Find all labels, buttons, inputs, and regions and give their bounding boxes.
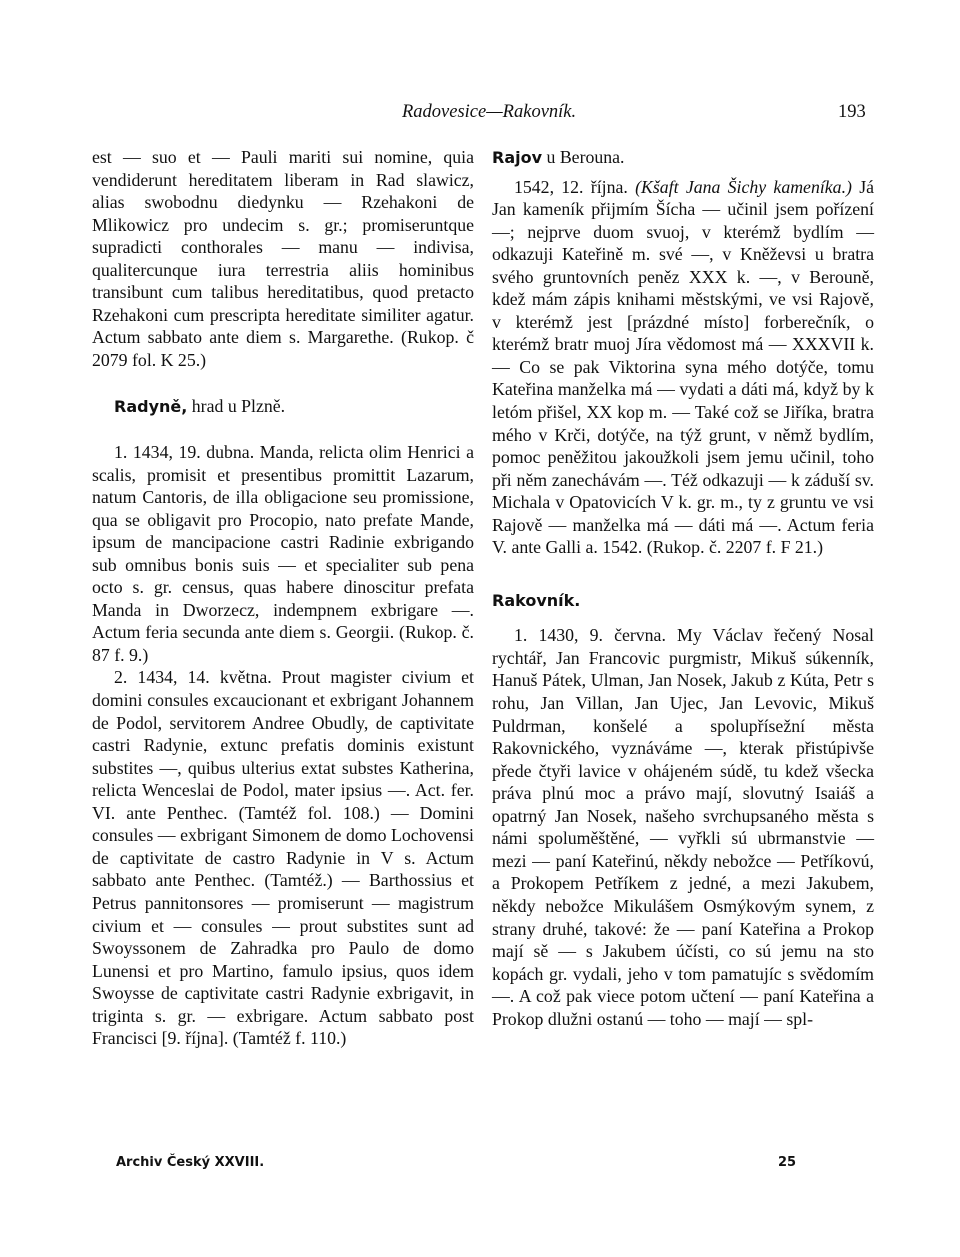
place-name-radyne: Radyně, [114, 397, 188, 417]
left-column [92, 146, 474, 1050]
entry-radyne-1: 1. 1434, 19. dubna. Manda, relicta olim Henrici a scalis, promisit et presentibus promittit Lazarum, natum Cantoris, de illa obligacione seu promissione, qua se obligavit pro Procopio, nato prefate Mande, ipsum de mancipacione castri Radinie exbrigando sub omnibus bonis suis — et specialiter sub pena octo s. gr. census, quas habere dinoscitur prefata Manda in Dworzecz, indempnem exbrigare —. Actum feria secunda ante diem s. Georgii. (Rukop. č. 87 f. 9.) [92, 442, 474, 665]
entry-radyne-2: 2. 1434, 14. května. Prout magister civium et domini consules excaucionant et exbrigant Johannem de Podol, servitorem Andree Obudly, de captivitate castri Radynie, extunc prefatis dominis existunt substites —, quibus ulterius extat substes Katherina, relicta Wenceslai de Podol, mater ipsius —. Act. fer. VI. ante Penthec. (Tamtéž fol. 108.) — Domini consules — exbrigant Simonem de domo Lochovensi de captivitate de castro Radynie in V s. Actum sabbato ante Penthec. (Tamtéž.) — Barthossius et Petrus pannitonsores — promiserunt — magistrum civium et — consules — prout substites sunt ad Swoyssonem de Zahradka pro Paulo de domo Lunensi et pro Martino, famulo ipsius, quos idem Swoysse de captivitate castri Radynie exbrigavit, in triginta s. gr. — exbrigare. Actum sabbato post Francisci [9. října]. (Tamtéž f. 110.) [92, 667, 474, 1049]
running-title: Radovesice—Rakovník. [402, 102, 577, 122]
entry-editor-note: (Kšaft Jana Šichy kameníka.) [635, 176, 852, 197]
place-description-radyne: hrad u Plzně. [187, 396, 286, 417]
page-footer [0, 1155, 960, 1177]
place-name-rajov: Rajov [492, 148, 543, 167]
sheet-number: 25 [778, 1155, 797, 1170]
page-number: 193 [838, 102, 866, 122]
right-column [492, 146, 874, 1030]
page-header [0, 102, 960, 132]
entry-date: 1542, 12. října. [514, 176, 628, 197]
entry-radovesice-continuation: est — suo et — Pauli mariti sui nomine, quia vendiderunt hereditatem liberam in Rad slawicz, alias swobodnu diedynku — Rzehakoni de Mlikowicz pro undecim s. gr.; promiseruntque supradicti conthorales — manu — indivisa, qualitercunque iura terrestria aliis hominibus transibunt cum talibus hereditatibus, quod pretacto Rzehakoni cum prescripta hereditate similiter agatur. Actum sabbato ante diem s. Margarethe. (Rukop. č 2079 fol. K 25.) [92, 147, 474, 370]
printer-signature: Archiv Český XXVIII. [116, 1155, 265, 1170]
entry-heading-rakovnik [492, 589, 874, 613]
place-description-rajov: u Berouna. [542, 147, 625, 167]
entry-rakovnik-1: 1. 1430, 9. června. My Václav řečený Nosal rychtář, Jan Francovic purgmistr, Mikuš súkenník, Hanuš Pátek, Ulman, Jan Nosek, Jakub z Kúta, Petr s rohu, Jan Villan, Jan Ujec, Jan Levovic, Mikuš Puldrman, konšelé a spolupřísežní města Rakovnického, vyznáváme —, kterak přistúpivše přede čtyři lavice v ohájeném súdě, tu kdež všecka práva plnú moc a právo mají, slovutný Isaiáš a opatrný Jan Nosek, našeho svrchupsaného města s námi spoluměštěné, — vyřkli sú ubrmanstvie — mezi — paní Kateřinú, někdy nebožce — Petříkovú, a Prokopem Petříkem z jedné, a mezi Jakubem, někdy nebožce Mikulášem Osmýkovým synem, z strany druhé, takové: že — paní Kateřina a Prokop mají sě — s Jakubem účísti, co sú jemu na sto kopách gr. vydali, jeho v tom pamatujíc s svědomím —. A což pak viece potom učtení — paní Kateřina a Prokop dlužni ostanú — toho — mají — spl- [492, 625, 874, 1029]
entry-heading-radyne [92, 395, 474, 419]
entry-rajov-1 [492, 176, 874, 559]
place-name-rakovnik: Rakovník. [492, 590, 581, 610]
entry-body: Já Jan kameník přijmím Šícha — učinil jsem pořízení —; nejprve duom svuoj, v kterémž bydlím — odkazuji Kateřině m. své —, v Kněževsi u bratra svého gruntovních peněz XXX k. —, v Berouně, kdež mám zápis knihami městskými, ve vsi Rajově, v kterémž jest [prázdné místo] forberečník, o kterémž bratr muoj Jíra vědomost má — XXXVII k. — Co se pak Viktorina syna mého dotýče, tomu Kateřina manželka má — vydati a dáti má, když by k letóm přišel, XX kop m. — Také což se Jiříka, bratra mého v Krči, dotýče, na týž grunt, v němž bydlím, pomoc peněžitou jakoužkoli jsem jemu učinil, toho při něm zanechávám —. Též odkazuji — k záduší sv. Michala v Opatovicích V k. gr. m., ty z gruntu ve vsi Rajově — manželka má — dáti má —. Actum feria V. ante Galli a. 1542. (Rukop. č. 2207 f. F 21.) [492, 176, 875, 558]
entry-heading-rajov [492, 146, 874, 170]
